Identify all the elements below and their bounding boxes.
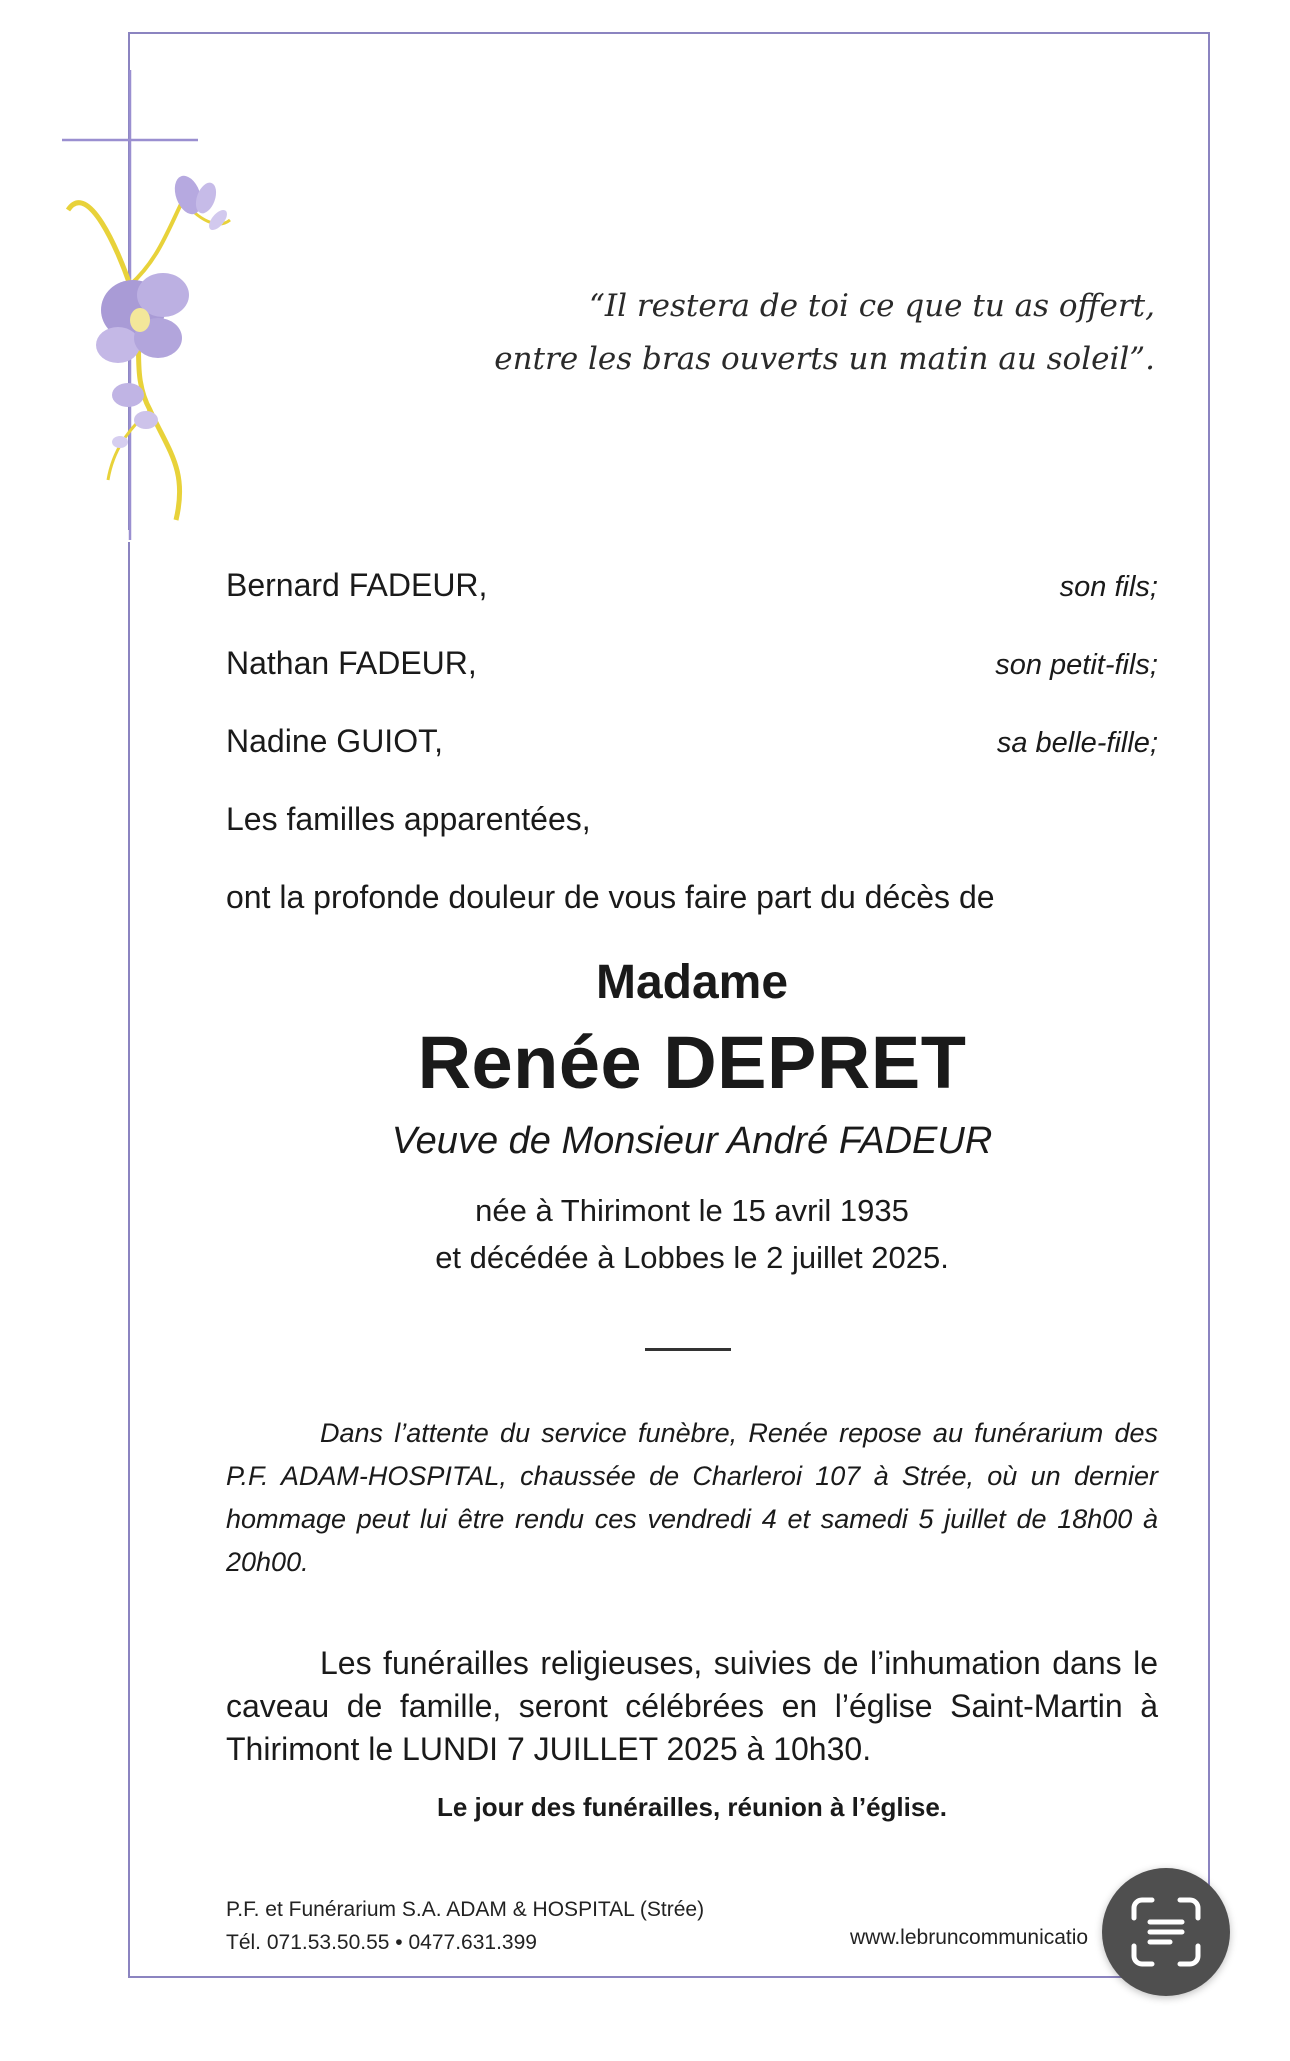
footer-phone: Tél. 071.53.50.55 • 0477.631.399: [226, 1931, 537, 1954]
relative-role: son fils;: [1059, 571, 1158, 603]
relative-row: [226, 645, 1158, 682]
relative-row: [226, 567, 1158, 604]
text-scan-icon: [1128, 1894, 1204, 1970]
announcement-line: ont la profonde douleur de vous faire part du décès de: [226, 879, 995, 915]
divider: [645, 1348, 731, 1351]
relative-name: Nathan FADEUR,: [226, 645, 477, 681]
quote-line-1: “Il restera de toi ce que tu as offert,: [588, 288, 1155, 324]
deceased-name: Renée DEPRET: [417, 1021, 967, 1104]
deceased-title: Madame: [595, 956, 789, 1009]
footer-website[interactable]: www.lebruncommunicatio: [850, 1926, 1089, 1949]
text-scan-button[interactable]: [1102, 1868, 1230, 1996]
quote-line-2: entre les bras ouverts un matin au soleil”.: [494, 341, 1155, 377]
gathering-note: Le jour des funérailles, réunion à l’église.: [436, 1792, 948, 1822]
footer-company: P.F. et Funérarium S.A. ADAM & HOSPITAL (Strée): [226, 1898, 705, 1921]
relative-name: Nadine GUIOT,: [226, 723, 443, 759]
relative-role: son petit-fils;: [995, 649, 1158, 681]
footer-contact: [226, 1893, 704, 1959]
funeral-paragraph: Les funérailles religieuses, suivies de l’inhumation dans le caveau de famille, seront célébrées en l’église Saint-Martin à Thirimont le LUNDI 7 JUILLET 2025 à 10h30.: [226, 1645, 1158, 1767]
death-line: et décédée à Lobbes le 2 juillet 2025.: [435, 1240, 949, 1275]
relative-row: [226, 723, 1158, 760]
relative-name: Bernard FADEUR,: [226, 567, 488, 603]
epitaph-quote: [395, 280, 1155, 386]
birth-line: née à Thirimont le 15 avril 1935: [475, 1193, 909, 1228]
relative-role: sa belle-fille;: [996, 727, 1158, 759]
families-line: Les familles apparentées,: [226, 801, 591, 837]
cross-flower-icon: [58, 70, 238, 540]
deceased-widow-line: Veuve de Monsieur André FADEUR: [391, 1120, 993, 1162]
viewing-paragraph: Dans l’attente du service funèbre, Renée repose au funérarium des P.F. ADAM-HOSPITAL, chaussée de Charleroi 107 à Strée, où un dernier hommage peut lui être rendu ces vendredi 4 et samedi 5 juillet de 18h00 à 20h00.: [226, 1418, 1158, 1577]
